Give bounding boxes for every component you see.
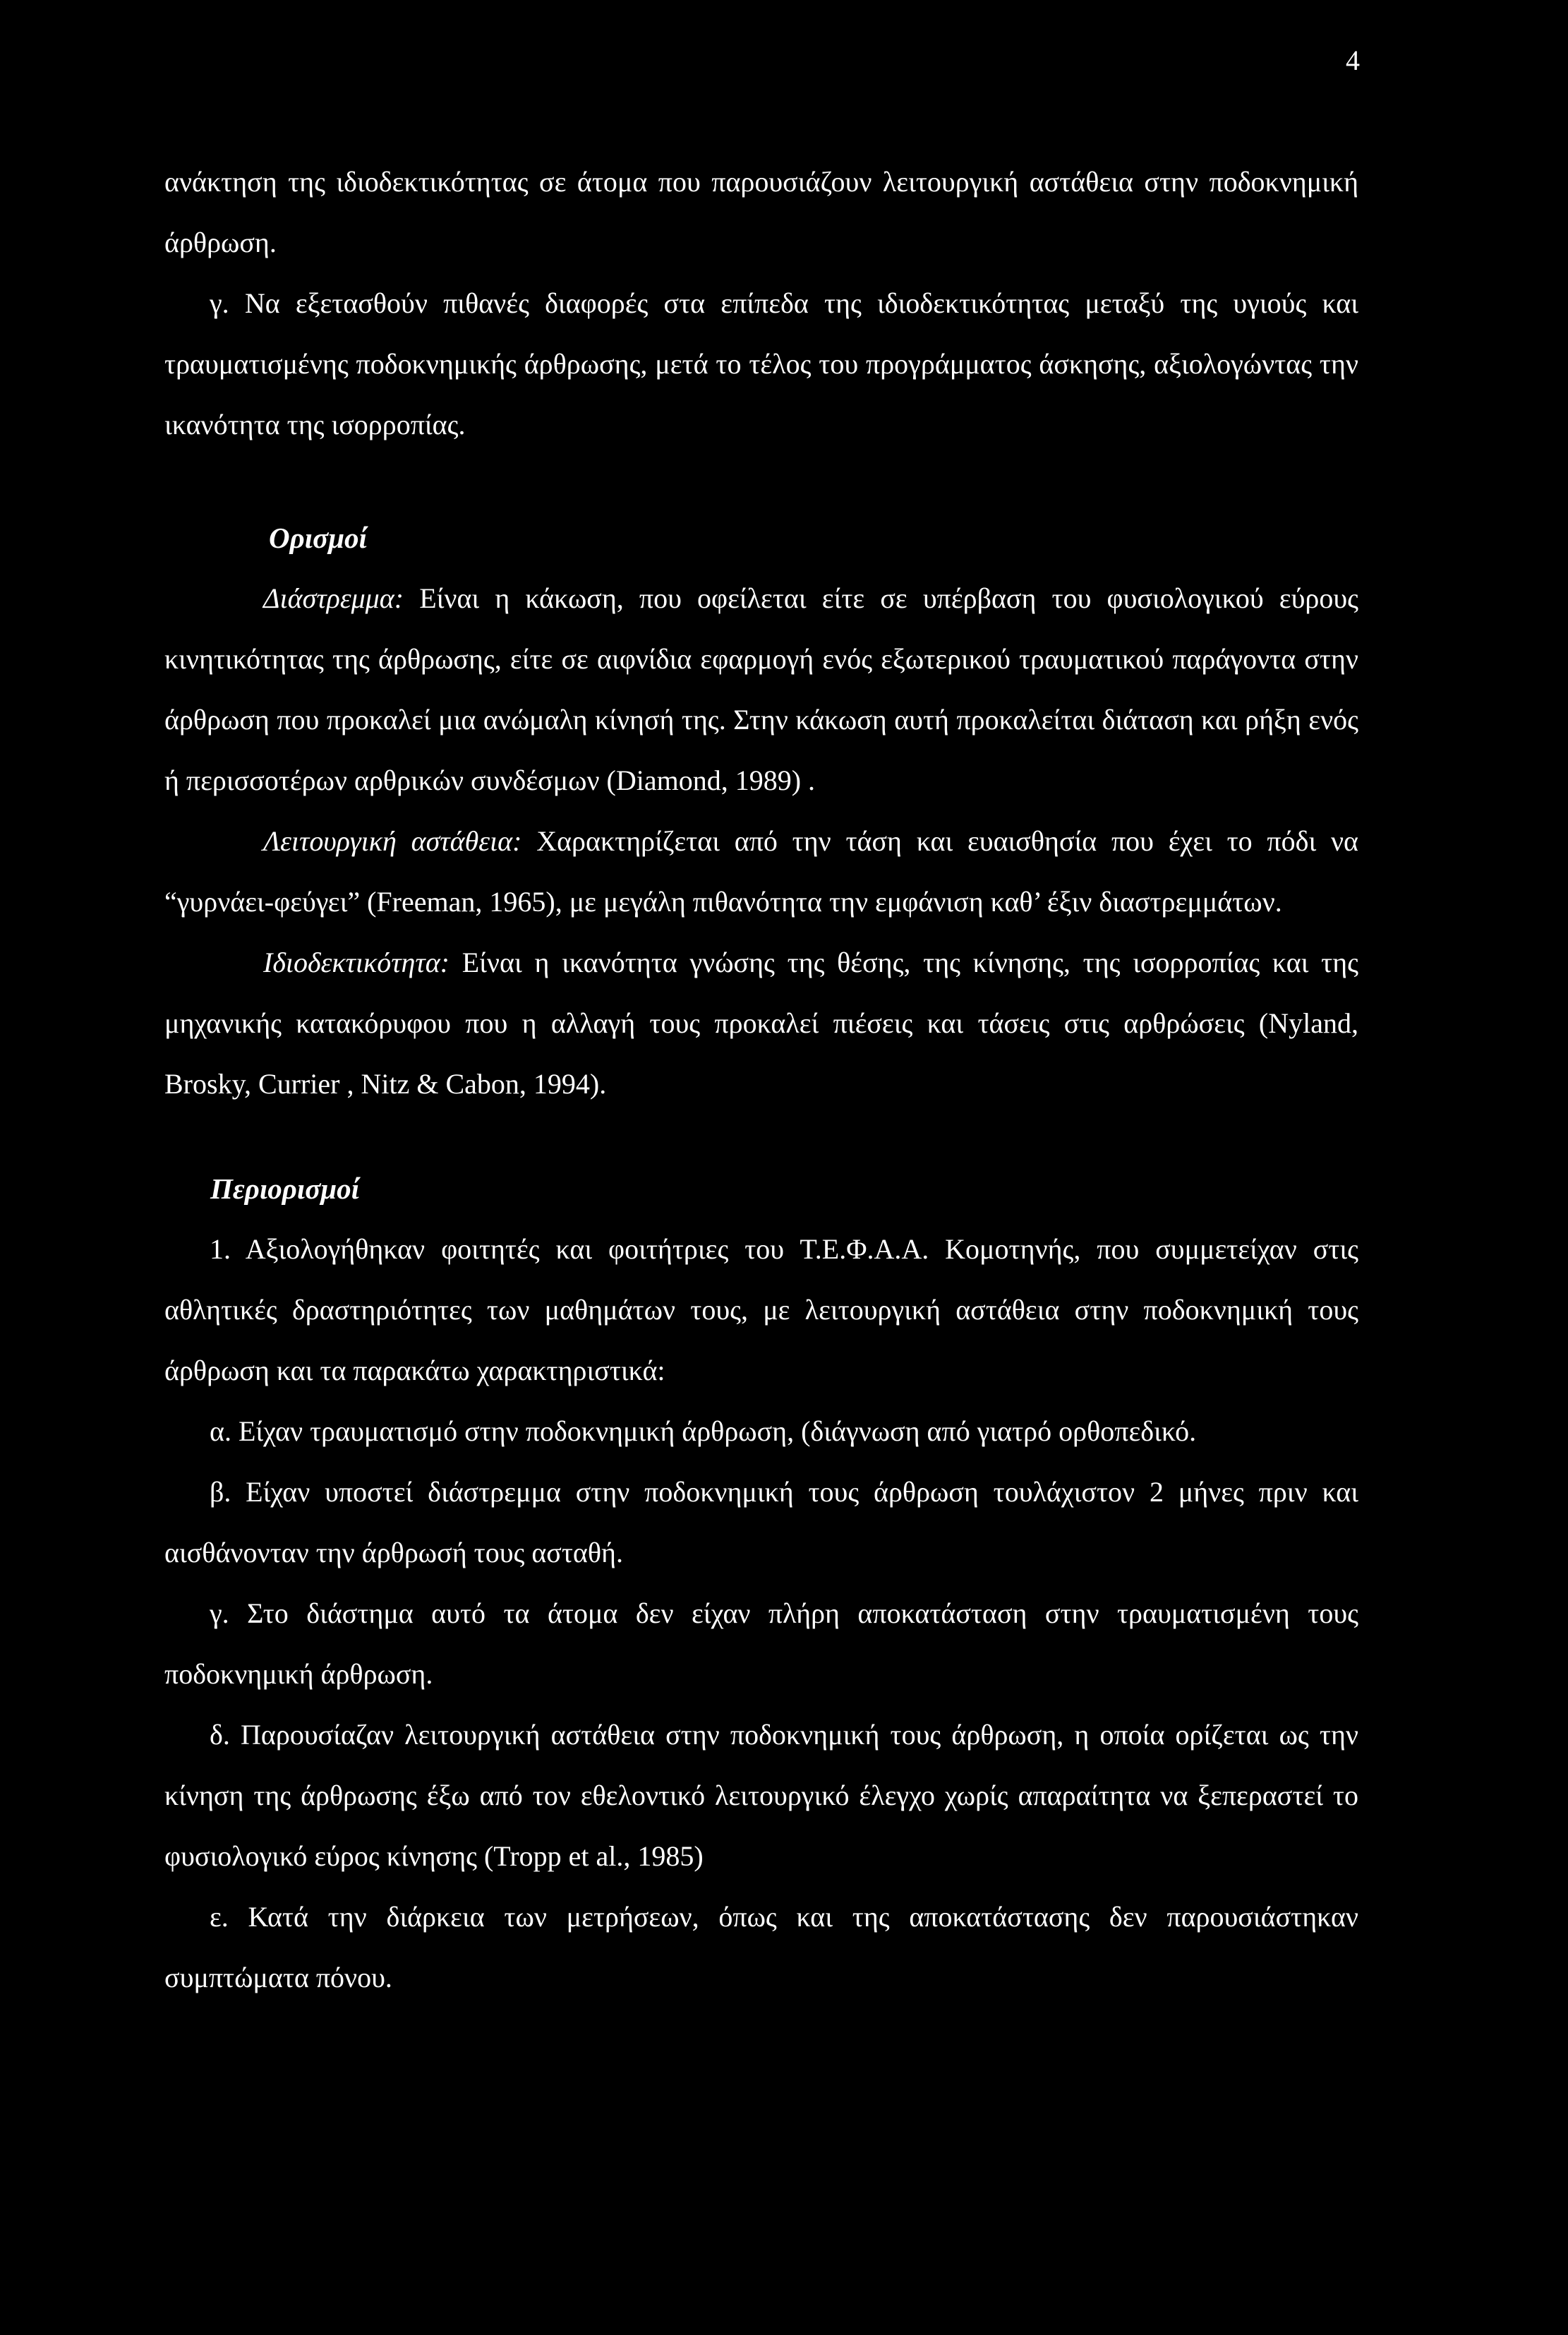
limitation-item-b: β. Είχαν υποστεί διάστρεμμα στην ποδοκνημική τους άρθρωση τουλάχιστον 2 μήνες πριν και αισθάνονταν την άρθρωσή τους ασταθή. [164,1476,1358,1568]
limitation-item-c: γ. Στο διάστημα αυτό τα άτομα δεν είχαν πλήρη αποκατάσταση στην τραυματισμένη τους ποδοκνημική άρθρωση. [164,1597,1358,1690]
definitions-heading: Ορισμοί [269,522,367,554]
definition-term: Διάστρεμμα: [263,582,404,614]
page-content [164,152,1358,2008]
limitation-item-d: δ. Παρουσίαζαν λειτουργική αστάθεια στην ποδοκνημική τους άρθρωση, η οποία ορίζεται ως την κίνηση της άρθρωσης έξω από τον εθελοντικό λειτουργικό έλεγχο χωρίς απαραίτητα να ξεπεραστεί το φυσιολογικό εύρος κίνησης (Tropp et al., 1985) [164,1719,1358,1872]
intro-paragraph-1: ανάκτηση της ιδιοδεκτικότητας σε άτομα που παρουσιάζουν λειτουργική αστάθεια στην ποδοκνημική άρθρωση. [164,166,1358,258]
definition-text: Χαρακτηρίζεται από την τάση και ευαισθησία που έχει το πόδι να “γυρνάει-φεύγει” (Freeman, 1965), με μεγάλη πιθανότητα την εμφάνιση καθ’ έξιν διαστρεμμάτων. [164,825,1358,918]
limitations-paragraph-1: 1. Αξιολογήθηκαν φοιτητές και φοιτήτριες του Τ.Ε.Φ.Α.Α. Κομοτηνής, που συμμετείχαν στις αθλητικές δραστηριότητες των μαθημάτων τους, με λειτουργική αστάθεια στην ποδοκνημική τους άρθρωση και τα παρακάτω χαρακτηριστικά: [164,1233,1358,1386]
definition-text: Είναι η κάκωση, που οφείλεται είτε σε υπέρβαση του φυσιολογικού εύρους κινητικότητας της άρθρωσης, είτε σε αιφνίδια εφαρμογή ενός εξωτερικού τραυματικού παράγοντα στην άρθρωση που προκαλεί μια ανώμαλη κίνησή της. Στην κάκωση αυτή προκαλείται διάταση και ρήξη ενός ή περισσοτέρων αρθρικών συνδέσμων (Diamond, 1989) . [164,582,1358,796]
definition-term: Ιδιοδεκτικότητα: [263,947,450,978]
definition-term: Λειτουργική αστάθεια: [263,825,522,857]
intro-paragraph-2: γ. Να εξετασθούν πιθανές διαφορές στα επίπεδα της ιδιοδεκτικότητας μεταξύ της υγιούς και τραυματισμένης ποδοκνημικής άρθρωσης, μετά το τέλος του προγράμματος άσκησης, αξιολογώντας την ικανότητα της ισορροπίας. [164,287,1358,440]
definition-instability [164,811,1358,932]
limitation-item-e: ε. Κατά την διάρκεια των μετρήσεων, όπως και της αποκατάστασης δεν παρουσιάστηκαν συμπτώματα πόνου. [164,1901,1358,1993]
definition-proprioception [164,932,1358,1115]
definition-text: Είναι η ικανότητα γνώσης της θέσης, της κίνησης, της ισορροπίας και της μηχανικής κατακόρυφου που η αλλαγή τους προκαλεί πιέσεις και τάσεις στις αρθρώσεις (Nyland, Brosky, Currier , Nitz & Cabon, 1994). [164,947,1358,1100]
definition-sprain [164,568,1358,811]
limitations-heading: Περιορισμοί [210,1172,360,1205]
page-number: 4 [1346,44,1360,76]
limitation-item-a: α. Είχαν τραυματισμό στην ποδοκνημική άρθρωση, (διάγνωση από γιατρό ορθοπεδικό. [210,1415,1197,1447]
